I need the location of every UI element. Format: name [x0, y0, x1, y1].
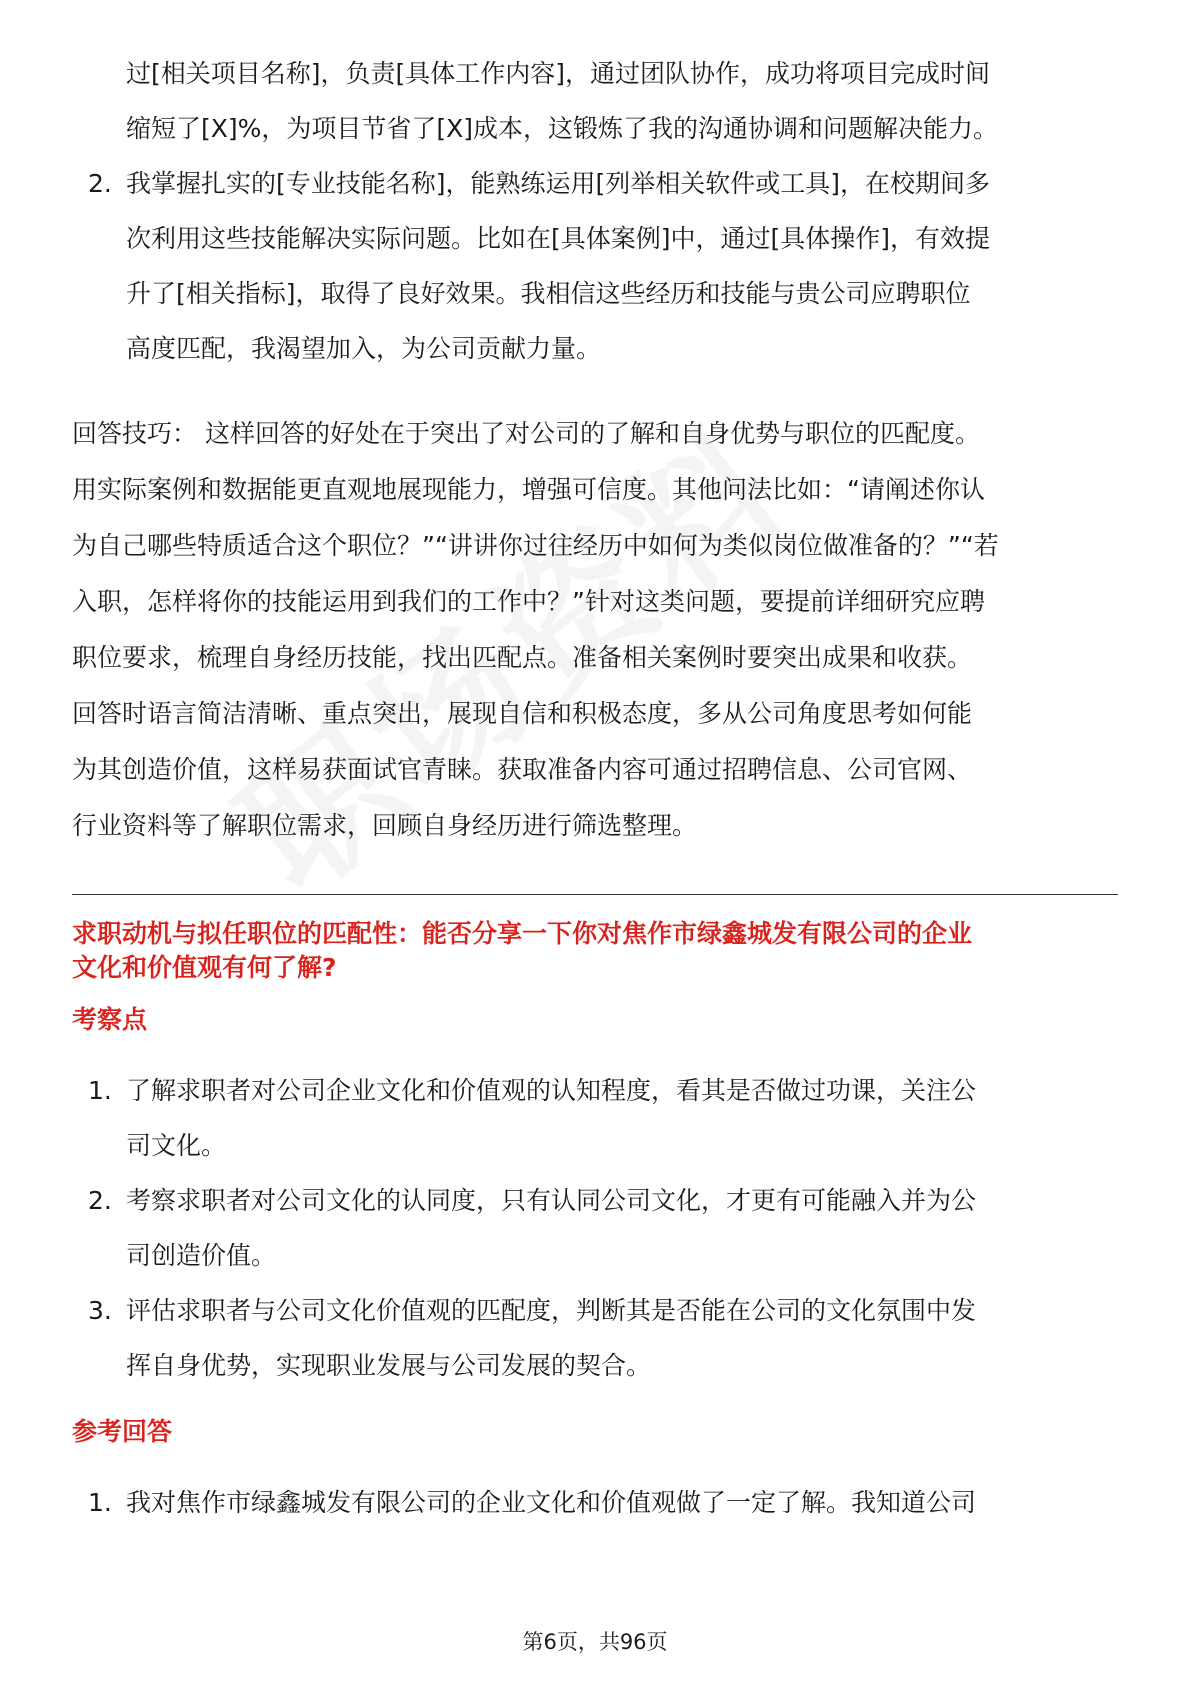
answer-list [72, 1475, 1118, 1530]
question-title-line: 文化和价值观有何了解? [72, 953, 337, 982]
list-line: 我掌握扎实的[专业技能名称]，能熟练运用[列举相关软件或工具]，在校期间多 [126, 169, 991, 198]
list-item [72, 156, 1118, 376]
question-title [72, 917, 1118, 985]
section-divider [72, 894, 1118, 895]
list-line: 挥自身优势，实现职业发展与公司发展的契合。 [126, 1351, 652, 1380]
list-line: 我对焦作市绿鑫城发有限公司的企业文化和价值观做了一定了解。我知道公司 [126, 1488, 977, 1517]
prior-answer-list [72, 46, 1118, 376]
list-item [72, 46, 1118, 156]
paragraph-line: 回答时语言简洁清晰、重点突出，展现自信和积极态度，多从公司角度思考如何能 [72, 699, 973, 728]
list-line: 考察求职者对公司文化的认同度，只有认同公司文化，才更有可能融入并为公 [126, 1186, 977, 1215]
list-line: 司创造价值。 [126, 1241, 277, 1270]
page-footer: 第6页，共96页 [522, 1630, 668, 1654]
paragraph-line: 行业资料等了解职位需求，回顾自身经历进行筛选整理。 [72, 811, 698, 840]
page-content [72, 46, 1118, 1530]
list-line: 升了[相关指标]，取得了良好效果。我相信这些经历和技能与贵公司应聘职位 [126, 279, 971, 308]
list-line: 次利用这些技能解决实际问题。比如在[具体案例]中，通过[具体操作]，有效提 [126, 224, 991, 253]
list-line: 了解求职者对公司企业文化和价值观的认知程度，看其是否做过功课，关注公 [126, 1076, 977, 1105]
list-item [72, 1173, 1118, 1283]
paragraph-line: 用实际案例和数据能更直观地展现能力，增强可信度。其他问法比如：“请阐述你认 [72, 475, 985, 504]
list-number: 2. [88, 1186, 112, 1215]
question-title-line: 求职动机与拟任职位的匹配性：能否分享一下你对焦作市绿鑫城发有限公司的企业 [72, 919, 973, 948]
list-line: 缩短了[X]%，为项目节省了[X]成本，这锻炼了我的沟通协调和问题解决能力。 [126, 114, 999, 143]
list-number: 2. [88, 169, 112, 198]
examine-heading: 考察点 [72, 1005, 148, 1034]
answer-tips-paragraph [72, 406, 1118, 854]
paragraph-line: 为其创造价值，这样易获面试官青睐。获取准备内容可通过招聘信息、公司官网、 [72, 755, 973, 784]
list-line: 评估求职者与公司文化价值观的匹配度，判断其是否能在公司的文化氛围中发 [126, 1296, 977, 1325]
list-number: 1. [88, 1076, 112, 1105]
answer-heading: 参考回答 [72, 1417, 173, 1446]
examine-list [72, 1063, 1118, 1393]
list-line: 高度匹配，我渴望加入，为公司贡献力量。 [126, 334, 602, 363]
list-line: 过[相关项目名称]，负责[具体工作内容]，通过团队协作，成功将项目完成时间 [126, 59, 991, 88]
list-number: 1. [88, 1488, 112, 1517]
paragraph-line: 入职，怎样将你的技能运用到我们的工作中？”针对这类问题，要提前详细研究应聘 [72, 587, 985, 616]
list-number: 3. [88, 1296, 112, 1325]
list-line: 司文化。 [126, 1131, 227, 1160]
paragraph-line: 为自己哪些特质适合这个职位？”“讲讲你过往经历中如何为类似岗位做准备的？”“若 [72, 531, 999, 560]
list-item [72, 1063, 1118, 1173]
paragraph-line: 回答技巧： 这样回答的好处在于突出了对公司的了解和自身优势与职位的匹配度。 [72, 419, 980, 448]
paragraph-line: 职位要求，梳理自身经历技能，找出匹配点。准备相关案例时要突出成果和收获。 [72, 643, 973, 672]
list-item [72, 1283, 1118, 1393]
list-item [72, 1475, 1118, 1530]
